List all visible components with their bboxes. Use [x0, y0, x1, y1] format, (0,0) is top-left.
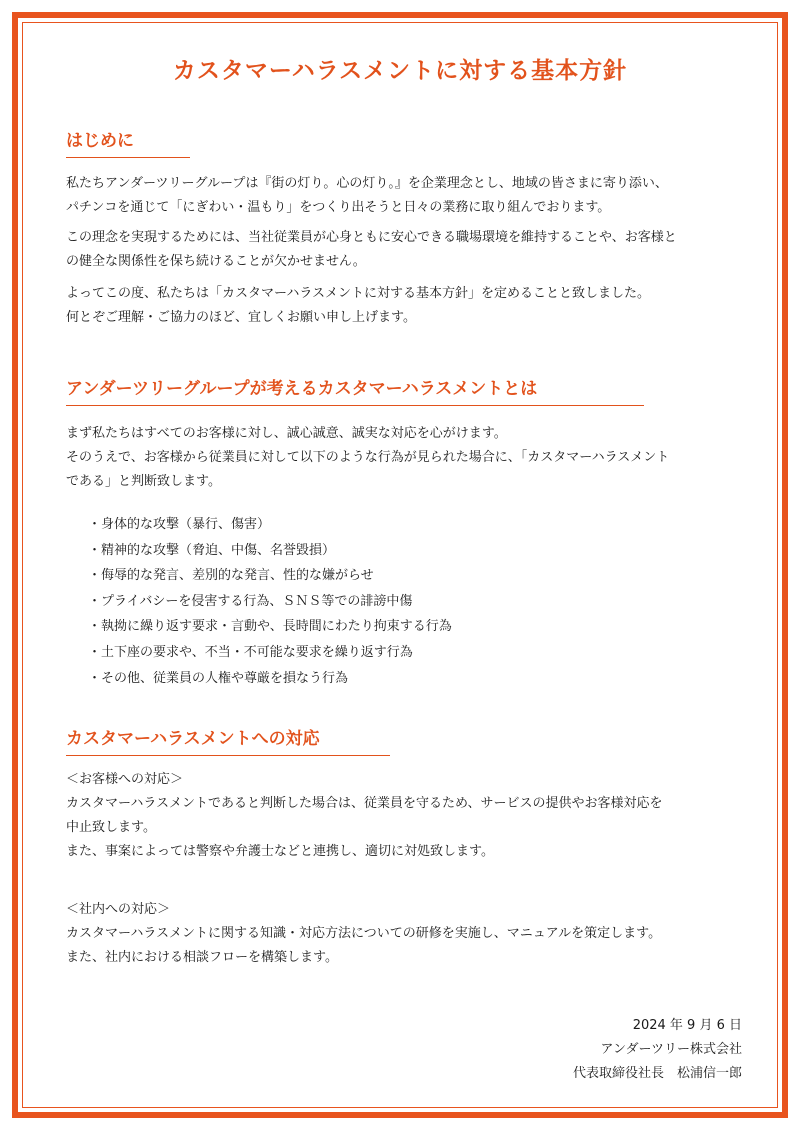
text-line: また、事案によっては警察や弁護士などと連携し、適切に対処致します。: [66, 844, 494, 859]
list-item: ・ 精神的な攻撃（脅迫、中傷、名誉毀損）: [88, 538, 452, 564]
text-line: パチンコを通じて「にぎわい・温もり」をつくり出そうと日々の業務に取り組んでおります。: [66, 200, 611, 215]
text-line: の健全な関係性を保ち続けることが欠かせません。: [66, 254, 366, 269]
list-item: ・ 執拗に繰り返す要求・言動や、長時間にわたり拘束する行為: [88, 614, 452, 640]
definition-paragraph: [66, 422, 746, 494]
text-line: そのうえで、お客様から従業員に対して以下のような行為が見られた場合に、「カスタマーハラスメント: [66, 450, 670, 465]
representative-name: 代表取締役社長 松浦信一郎: [572, 1066, 742, 1081]
text-line: カスタマーハラスメントであると判断した場合は、従業員を守るため、サービスの提供やお客様対応を: [66, 796, 663, 811]
issue-date: 2024 年 9 月 6 日: [632, 1018, 742, 1033]
text-line: カスタマーハラスメントに関する知識・対応方法についての研修を実施し、マニュアルを策定します。: [66, 926, 662, 941]
list-item: ・ 土下座の要求や、不当・不可能な要求を繰り返す行為: [88, 640, 452, 666]
intro-paragraph-2: [66, 226, 746, 274]
list-item: ・ その他、従業員の人権や尊厳を損なう行為: [88, 666, 452, 692]
list-item: ・ 侮辱的な発言、差別的な発言、性的な嫌がらせ: [88, 563, 452, 589]
intro-paragraph-3: [66, 282, 746, 330]
document-title: カスタマーハラスメントに対する基本方針: [172, 58, 628, 84]
signature-block: [573, 1014, 742, 1086]
text-line: 私たちアンダーツリーグループは『街の灯り。心の灯り。』を企業理念とし、地域の皆さまに寄り添い、: [66, 176, 668, 191]
harassment-list: [88, 512, 452, 691]
section-heading-intro: はじめに: [66, 126, 190, 158]
text-line: まず私たちはすべてのお客様に対し、誠心誠意、誠実な対応を心がけます。: [66, 426, 507, 441]
text-line: 中止致します。: [66, 820, 156, 835]
subsection-label: ＜お客様への対応＞: [66, 772, 184, 787]
text-line: この理念を実現するためには、当社従業員が心身ともに安心できる職場環境を維持することや、お客様と: [66, 230, 677, 245]
company-name: アンダーツリー株式会社: [600, 1042, 742, 1057]
text-line: である」と判断致します。: [66, 474, 221, 489]
customer-response-block: [66, 768, 746, 864]
intro-paragraph-1: [66, 172, 746, 220]
list-item: ・ プライバシーを侵害する行為、ＳＮＳ等での誹謗中傷: [88, 589, 452, 615]
text-line: また、社内における相談フローを構築します。: [66, 950, 338, 965]
subsection-label: ＜社内への対応＞: [66, 902, 171, 917]
list-item: ・ 身体的な攻撃（暴行、傷害）: [88, 512, 452, 538]
text-line: よってこの度、私たちは「カスタマーハラスメントに対する基本方針」を定めることと致しました。: [66, 286, 650, 301]
text-line: 何とぞご理解・ご協力のほど、宜しくお願い申し上げます。: [66, 310, 416, 325]
section-heading-definition: アンダーツリーグループが考えるカスタマーハラスメントとは: [66, 374, 644, 406]
internal-response-block: [66, 898, 746, 970]
section-heading-response: カスタマーハラスメントへの対応: [66, 724, 390, 756]
